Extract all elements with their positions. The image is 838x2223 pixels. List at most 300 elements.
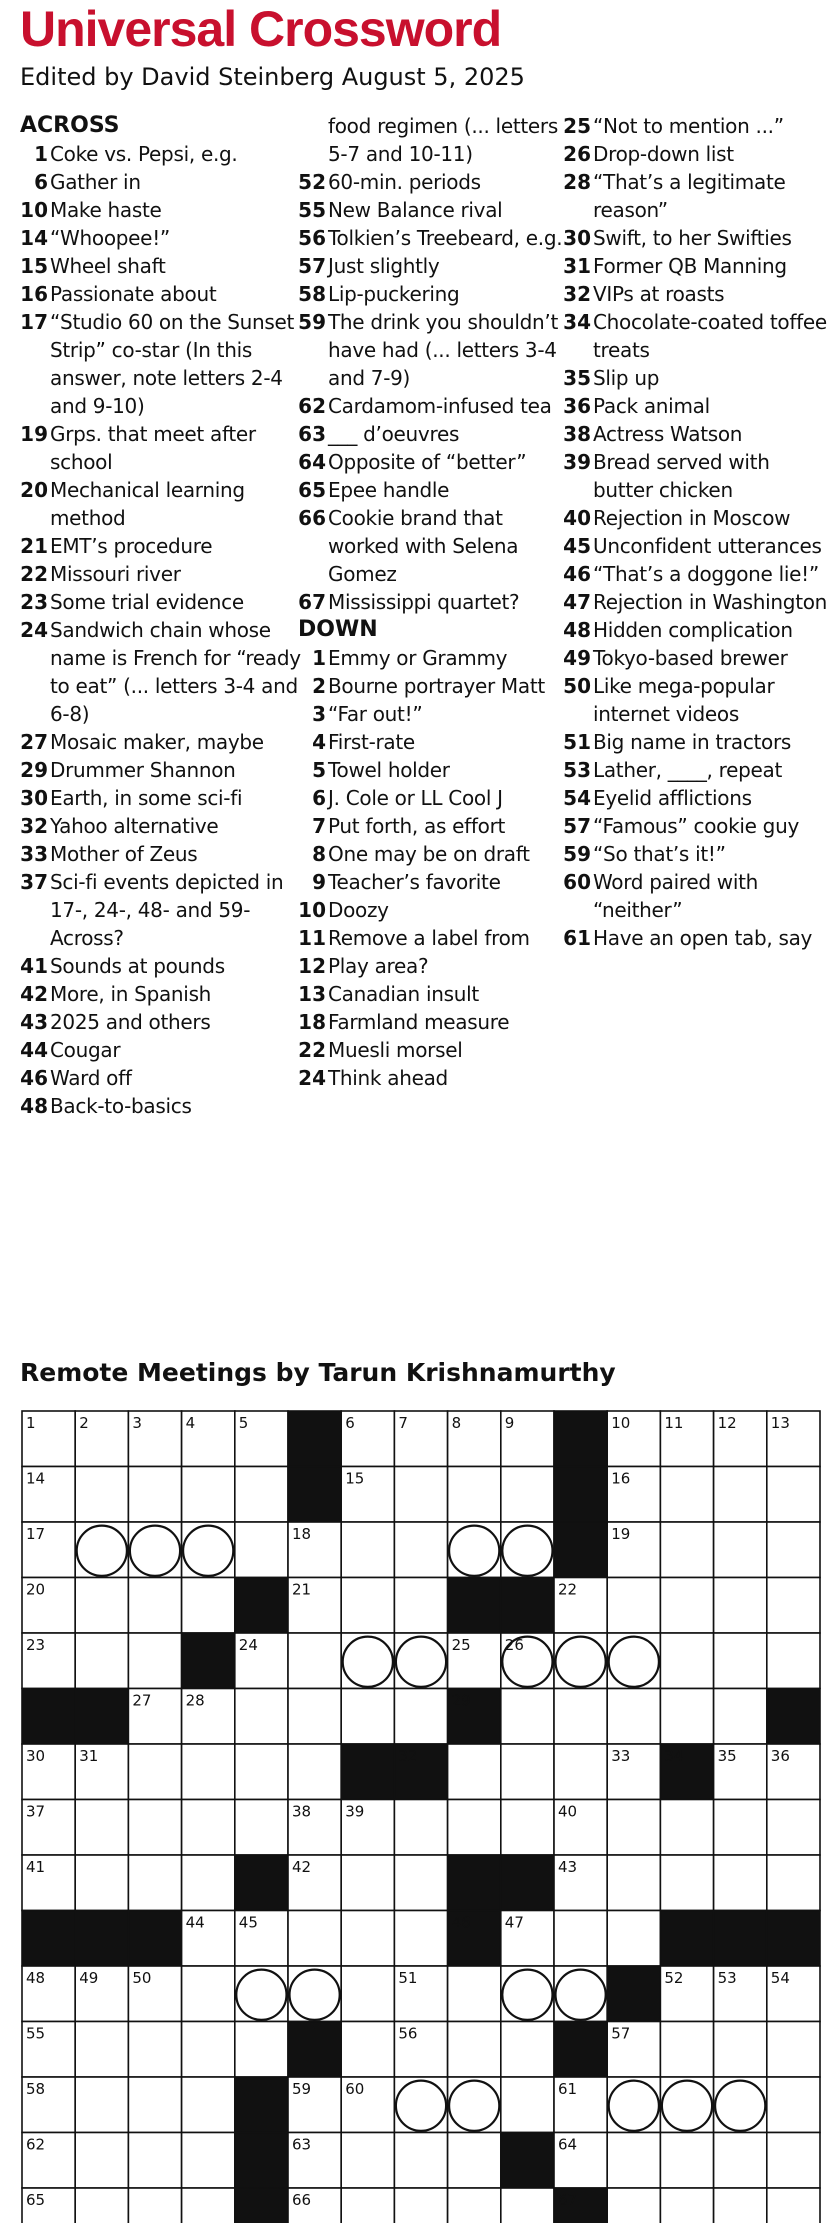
grid-cell[interactable] [554,1689,607,1745]
grid-cell[interactable] [235,2022,288,2078]
cell-number: 27 [132,1691,152,1710]
grid-cell[interactable] [288,1633,341,1689]
grid-cell[interactable] [128,1633,181,1689]
cell-number: 12 [717,1414,737,1432]
grid-cell[interactable] [341,2022,394,2078]
clue-number: 19 [20,422,48,446]
clue-number: 60 [563,870,591,894]
clue-number: 33 [20,842,48,866]
clue-number: 22 [20,562,48,586]
clue-text: Just slightly [328,254,440,278]
cell-number: 50 [132,1969,152,1987]
clue-text: “Famous” cookie guy [593,814,799,838]
black-square [767,1689,820,1745]
cell-number: 18 [292,1525,312,1543]
cell-number: 19 [611,1525,631,1543]
cell-number: 8 [451,1414,462,1432]
clue-number: 10 [298,898,326,922]
black-square [554,1411,607,1467]
cell-number: 29 [451,1691,471,1710]
black-square [660,1911,713,1967]
cell-number: 30 [26,1747,46,1765]
clue-number: 57 [298,254,326,278]
clue-text: Think ahead [328,1066,448,1090]
black-square [607,1966,660,2022]
byline: Edited by David Steinberg August 5, 2025 [20,63,525,91]
grid-cell[interactable] [75,2022,128,2078]
grid-cell[interactable] [75,1578,128,1634]
black-square [75,1911,128,1967]
cell-number: 67 [558,2191,578,2209]
grid-cell[interactable] [128,2077,181,2133]
grid-cell[interactable] [394,1800,447,1856]
clue-number: 36 [563,394,591,418]
grid-cell[interactable] [767,1855,820,1911]
clue-number: 24 [20,618,48,642]
black-square [235,2188,288,2223]
grid-cell[interactable] [341,1689,394,1745]
black-square [235,1578,288,1634]
grid-cell[interactable] [448,1467,501,1523]
grid-cell[interactable] [75,1467,128,1523]
grid-cell[interactable] [288,1744,341,1800]
grid-cell[interactable] [128,1800,181,1856]
cell-number: 13 [770,1414,790,1432]
cell-number: 66 [292,2191,312,2209]
grid-cell[interactable] [341,1911,394,1967]
clue-text: Yahoo alternative [50,814,219,838]
grid-cell[interactable] [501,1800,554,1856]
clue-text: Cougar [50,1038,121,1062]
clue-text: Pack animal [593,394,710,418]
clue-text: “So that’s it!” [593,842,726,866]
cell-number: 23 [26,1636,46,1654]
grid-cell[interactable] [767,2077,820,2133]
clue-number: 52 [298,170,326,194]
grid-cell[interactable] [767,2133,820,2189]
grid-cell[interactable] [394,2133,447,2189]
grid-cell[interactable] [182,2077,235,2133]
clue-number: 41 [20,954,48,978]
grid-cell[interactable] [660,2133,713,2189]
grid-cell[interactable] [128,2188,181,2223]
clue-text: 60-min. periods [328,170,481,194]
cell-number: 44 [185,1913,205,1932]
grid-cell[interactable] [660,1689,713,1745]
grid-cell[interactable] [75,2133,128,2189]
clue-number: 44 [20,1038,48,1062]
clue-text: Wheel shaft [50,254,166,278]
grid-cell[interactable] [607,1800,660,1856]
grid-cell[interactable] [288,1689,341,1745]
grid-cell[interactable] [767,1467,820,1523]
grid-cell[interactable] [501,2022,554,2078]
clue-number: 49 [563,646,591,670]
clue-text: Towel holder [328,758,450,782]
clue-number: 67 [298,590,326,614]
clue-text: Mother of Zeus [50,842,198,866]
cell-number: 62 [26,2135,46,2154]
grid-cell[interactable] [75,1633,128,1689]
clue-number: 1 [34,142,48,166]
clue-number: 17 [20,310,48,334]
grid-cell[interactable] [501,1744,554,1800]
grid-cell[interactable] [660,1633,713,1689]
clue-number: 55 [298,198,326,222]
clue-text: More, in Spanish [50,982,212,1006]
clue-number: 22 [298,1038,326,1062]
clue-number: 32 [563,282,591,306]
clue-number: 56 [298,226,326,250]
grid-cell[interactable] [660,1800,713,1856]
grid-cell[interactable] [501,1689,554,1745]
cell-number: 41 [26,1858,46,1876]
clue-number: 63 [298,422,326,446]
clue-text: Unconfident utterances [593,534,822,558]
grid-cell[interactable] [394,1855,447,1911]
cell-number: 25 [451,1636,471,1654]
cell-number: 2 [79,1414,89,1432]
cell-number: 61 [558,2080,578,2098]
grid-cell[interactable] [714,1467,767,1523]
grid-cell[interactable] [182,2188,235,2223]
cell-number: 64 [558,2135,578,2154]
grid-cell[interactable] [660,2022,713,2078]
grid-cell[interactable] [182,1467,235,1523]
clue-number: 9 [312,870,326,894]
clue-number: 23 [20,590,48,614]
clue-text: Rejection in Moscow [593,506,791,530]
grid-cell[interactable] [501,2077,554,2133]
clue-text: Emmy or Grammy [328,646,508,670]
clue-text: Lip-puckering [328,282,460,306]
grid-cell[interactable] [660,1855,713,1911]
clue-text: ___ d’oeuvres [328,422,460,446]
grid-cell[interactable] [182,1800,235,1856]
clue-text: Make haste [50,198,162,222]
grid-cell[interactable] [767,1800,820,1856]
cell-number: 60 [345,2080,365,2098]
clue-number: 46 [20,1066,48,1090]
black-square [501,1578,554,1634]
clue-number: 2 [312,674,326,698]
clue-text: The drink you shouldn’t have had (... letters 3-4 and 7-9) [328,310,558,390]
clue-number: 37 [20,870,48,894]
clue-number: 35 [563,366,591,390]
clue-number: 6 [312,786,326,810]
clue-text: Have an open tab, say [593,926,813,950]
grid-cell[interactable] [394,1578,447,1634]
cell-number: 16 [611,1469,631,1488]
cell-number: 1 [26,1414,36,1432]
cell-number: 53 [717,1969,737,1987]
clue-number: 8 [312,842,326,866]
clue-number: 62 [298,394,326,418]
clue-text: First-rate [328,730,415,754]
black-square [288,1467,341,1523]
clue-number: 10 [20,198,48,222]
grid-cell[interactable] [448,1744,501,1800]
grid-cell[interactable] [714,2022,767,2078]
cell-number: 56 [398,2024,418,2043]
clue-number: 27 [20,730,48,754]
clue-number: 59 [298,310,326,334]
grid-cell[interactable] [341,1578,394,1634]
black-square [22,1689,75,1745]
grid-cell[interactable] [182,2022,235,2078]
grid-cell[interactable] [767,1522,820,1578]
clue-text: One may be on draft [328,842,530,866]
cell-number: 21 [292,1580,312,1599]
grid-cell[interactable] [75,1800,128,1856]
clue-number: 7 [312,814,326,838]
grid-cell[interactable] [554,1744,607,1800]
cell-number: 14 [26,1469,46,1488]
cell-number: 42 [292,1858,312,1876]
clue-text: Put forth, as effort [328,814,506,838]
cell-number: 20 [26,1580,46,1599]
clue-text: Sounds at pounds [50,954,225,978]
grid-cell[interactable] [235,1689,288,1745]
cell-number: 4 [185,1414,196,1432]
cell-number: 24 [238,1636,258,1654]
clue-number: 58 [298,282,326,306]
grid-cell[interactable] [128,1855,181,1911]
clue-number: 54 [563,786,591,810]
grid-cell[interactable] [607,1855,660,1911]
black-square [341,1744,394,1800]
clue-number: 12 [298,954,326,978]
clue-number: 25 [563,114,591,138]
grid-cell[interactable] [448,1966,501,2022]
grid-cell[interactable] [341,2188,394,2223]
grid-cell[interactable] [607,2188,660,2223]
grid-cell[interactable] [714,2133,767,2189]
grid-cell[interactable] [767,2188,820,2223]
clue-number: 47 [563,590,591,614]
black-square [554,1467,607,1523]
cell-number: 26 [504,1636,524,1654]
clue-text: Swift, to her Swifties [593,226,792,250]
grid-cell[interactable] [607,1911,660,1967]
clue-number: 26 [563,142,591,166]
grid-cell[interactable] [394,1467,447,1523]
cell-number: 43 [558,1858,578,1876]
clue-number: 28 [563,170,591,194]
grid-cell[interactable] [607,1689,660,1745]
cell-number: 17 [26,1525,46,1543]
grid-cell[interactable] [288,1911,341,1967]
clue-number: 13 [298,982,326,1006]
cell-number: 40 [558,1802,578,1821]
grid-cell[interactable] [235,1522,288,1578]
clue-number: 24 [298,1066,326,1090]
cell-number: 32 [398,1747,418,1765]
cell-number: 5 [238,1414,249,1432]
clue-text: Sci-fi events depicted in 17-, 24-, 48- and 59-Across? [50,870,284,950]
clue-text: Muesli morsel [328,1038,463,1062]
grid-cell[interactable] [448,1800,501,1856]
clue-text: Like mega-popular internet videos [593,674,775,726]
cell-number: 22 [558,1580,578,1599]
grid-cell[interactable] [128,1467,181,1523]
publication-title: Universal Crossword [20,1,502,57]
grid-cell[interactable] [501,1467,554,1523]
grid-cell[interactable] [235,1744,288,1800]
clue-number: 65 [298,478,326,502]
grid-cell[interactable] [714,1800,767,1856]
clue-number: 66 [298,506,326,530]
grid-cell[interactable] [714,2188,767,2223]
grid-cell[interactable] [235,1800,288,1856]
black-square [554,2022,607,2078]
black-square [501,1855,554,1911]
clue-text: “Whoopee!” [50,226,170,250]
clue-text: Farmland measure [328,1010,510,1034]
clue-number: 14 [20,226,48,250]
grid-cell[interactable] [607,2133,660,2189]
grid-cell[interactable] [394,1911,447,1967]
clue-text: Tolkien’s Treebeard, e.g. [328,226,563,250]
grid-cell[interactable] [767,1578,820,1634]
grid-cell[interactable] [394,1522,447,1578]
clue-text: Passionate about [50,282,217,306]
clue-text: “Far out!” [328,702,423,726]
clue-number: 31 [563,254,591,278]
cell-number: 3 [132,1414,142,1432]
clue-text: Hidden complication [593,618,793,642]
black-square [182,1633,235,1689]
grid-cell[interactable] [128,1578,181,1634]
clue-number: 29 [20,758,48,782]
grid-cell[interactable] [767,2022,820,2078]
clue-text: Back-to-basics [50,1094,192,1118]
grid-cell[interactable] [182,1966,235,2022]
clue-text: Mississippi quartet? [328,590,520,614]
grid-cell[interactable] [75,1855,128,1911]
grid-cell[interactable] [660,1467,713,1523]
grid-cell[interactable] [182,1744,235,1800]
cell-number: 63 [292,2135,312,2154]
grid-cell[interactable] [128,1744,181,1800]
clue-text: Lather, ____, repeat [593,758,783,782]
cell-number: 55 [26,2024,46,2043]
grid-cell[interactable] [128,2022,181,2078]
clue-number: 39 [563,450,591,474]
clue-text: Big name in tractors [593,730,792,754]
clue-text: Drop-down list [593,142,734,166]
grid-cell[interactable] [341,1522,394,1578]
cell-number: 6 [345,1414,355,1432]
grid-cell[interactable] [767,1633,820,1689]
grid-cell[interactable] [554,1911,607,1967]
clue-text: Actress Watson [593,422,743,446]
grid-cell[interactable] [448,2133,501,2189]
cell-number: 35 [717,1747,737,1765]
clue-text: Some trial evidence [50,590,244,614]
clue-number: 4 [312,730,326,754]
clue-text: Earth, in some sci-fi [50,786,243,810]
cell-number: 47 [504,1913,524,1932]
cell-number: 57 [611,2024,631,2043]
cell-number: 33 [611,1747,631,1765]
black-square [288,2022,341,2078]
grid-cell[interactable] [235,1467,288,1523]
clue-number: 16 [20,282,48,306]
clue-text: Teacher’s favorite [328,870,501,894]
grid-cell[interactable] [714,1578,767,1634]
grid-cell[interactable] [448,2022,501,2078]
grid-cell[interactable] [660,1578,713,1634]
cell-number: 37 [26,1802,46,1821]
cell-number: 34 [664,1747,684,1765]
grid-cell[interactable] [341,2133,394,2189]
grid-cell[interactable] [341,1966,394,2022]
clue-text: Rejection in Washington [593,590,828,614]
cell-number: 65 [26,2191,46,2209]
grid-cell[interactable] [501,2188,554,2223]
clue-continuation: food regimen (... letters 5-7 and 10-11) [328,114,558,166]
clue-number: 21 [20,534,48,558]
clue-text: “Studio 60 on the Sunset Strip” co-star (In this answer, note letters 2-4 and 9-10) [50,310,295,418]
grid-cell[interactable] [714,1522,767,1578]
clue-text: “That’s a doggone lie!” [593,562,819,586]
clue-number: 20 [20,478,48,502]
grid-cell[interactable] [714,1633,767,1689]
clue-text: Doozy [328,898,389,922]
grid-cell[interactable] [182,2133,235,2189]
grid-cell[interactable] [660,1522,713,1578]
cell-number: 7 [398,1414,408,1432]
grid-cell[interactable] [182,1578,235,1634]
clue-text: Mechanical learning method [50,478,245,530]
grid-cell[interactable] [394,2188,447,2223]
clue-text: Sandwich chain whose name is French for “ready to eat” (... letters 3-4 and 6-8) [50,618,301,726]
grid-cell[interactable] [660,2188,713,2223]
grid-cell[interactable] [714,1855,767,1911]
black-square [235,2077,288,2133]
cell-number: 45 [238,1913,258,1932]
clue-text: Bread served with butter chicken [593,450,770,502]
clue-text: Bourne portrayer Matt [328,674,545,698]
grid-cell[interactable] [714,1689,767,1745]
clue-text: Epee handle [328,478,450,502]
clue-text: Opposite of “better” [328,450,527,474]
grid-cell[interactable] [182,1855,235,1911]
black-square [714,1911,767,1967]
black-square [767,1911,820,1967]
cell-number: 38 [292,1802,312,1821]
clue-number: 51 [563,730,591,754]
clue-text: “Not to mention ...” [593,114,784,138]
grid-cell[interactable] [448,2188,501,2223]
grid-cell[interactable] [341,1855,394,1911]
black-square [448,1578,501,1634]
clue-text: “That’s a legitimate reason” [593,170,786,222]
clue-text: Canadian insult [328,982,479,1006]
grid-cell[interactable] [75,2188,128,2223]
grid-cell[interactable] [607,1578,660,1634]
grid-cell[interactable] [75,2077,128,2133]
grid-cell[interactable] [394,1689,447,1745]
grid-cell[interactable] [128,2133,181,2189]
cell-number: 36 [770,1747,790,1765]
clue-text: Cardamom-infused tea [328,394,552,418]
cell-number: 10 [611,1414,631,1432]
clue-number: 32 [20,814,48,838]
clue-text: Remove a label from [328,926,530,950]
cell-number: 46 [451,1913,471,1932]
